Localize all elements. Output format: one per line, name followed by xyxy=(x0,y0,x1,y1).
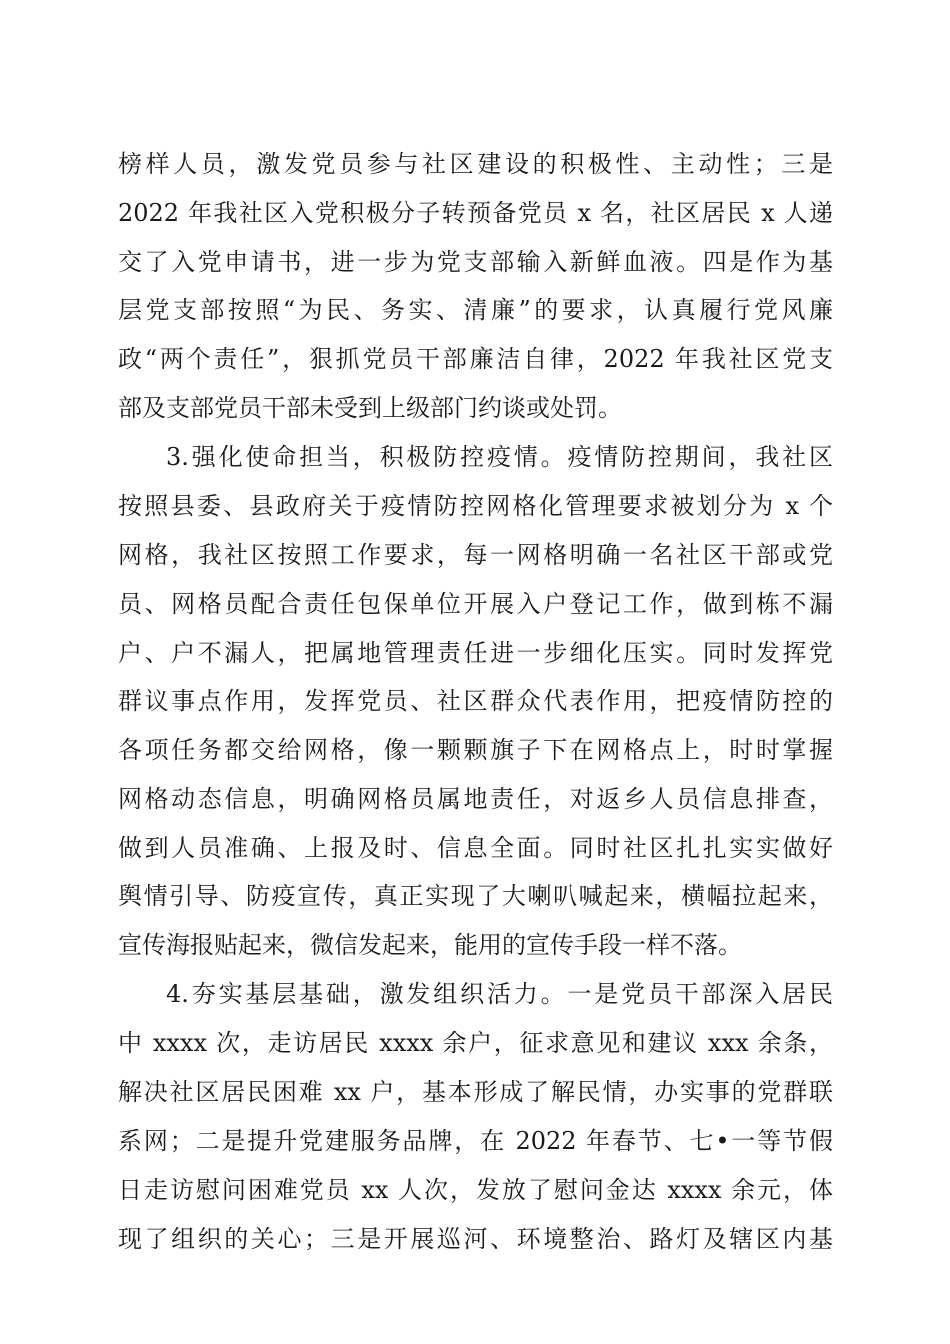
text-line: 群议事点作用，发挥党员、社区群众代表作用，把疫情防控的 xyxy=(118,687,833,715)
section-heading-line: 3.强化使命担当，积极防控疫情。疫情防控期间，我社区 xyxy=(166,443,833,471)
text-line: 2022 年我社区入党积极分子转预备党员 x 名，社区居民 x 人递 xyxy=(118,199,833,227)
text-line: 系网；二是提升党建服务品牌，在 2022 年春节、七•一等节假 xyxy=(118,1127,833,1155)
text-line: 网格动态信息，明确网格员属地责任，对返乡人员信息排查， xyxy=(118,785,833,813)
text-line: 层党支部按照“为民、务实、清廉”的要求，认真履行党风廉 xyxy=(118,296,833,324)
text-line: 现了组织的关心；三是开展巡河、环境整治、路灯及辖区内基 xyxy=(118,1225,833,1253)
text-line: 户、户不漏人，把属地管理责任进一步细化压实。同时发挥党 xyxy=(118,639,833,667)
text-line: 各项任务都交给网格，像一颗颗旗子下在网格点上，时时掌握 xyxy=(118,736,833,764)
section-heading-line: 4.夯实基层基础，激发组织活力。一是党员干部深入居民 xyxy=(166,980,833,1008)
text-line: 网格，我社区按照工作要求，每一网格明确一名社区干部或党 xyxy=(118,541,833,569)
text-line: 日走访慰问困难党员 xx 人次，发放了慰问金达 xxxx 余元，体 xyxy=(118,1176,833,1204)
text-line: 交了入党申请书，进一步为党支部输入新鲜血液。四是作为基 xyxy=(118,248,833,276)
text-line: 政“两个责任”，狠抓党员干部廉洁自律，2022 年我社区党支 xyxy=(118,345,833,373)
text-line: 宣传海报贴起来，微信发起来，能用的宣传手段一样不落。 xyxy=(118,931,742,959)
text-line: 中 xxxx 次，走访居民 xxxx 余户，征求意见和建议 xxx 余条， xyxy=(118,1029,833,1057)
text-line: 员、网格员配合责任包保单位开展入户登记工作，做到栋不漏 xyxy=(118,590,833,618)
text-line: 部及支部党员干部未受到上级部门约谈或处罚。 xyxy=(118,394,622,422)
text-line: 做到人员准确、上报及时、信息全面。同时社区扎扎实实做好 xyxy=(118,834,833,862)
text-line: 舆情引导、防疫宣传，真正实现了大喇叭喊起来，横幅拉起来， xyxy=(118,882,833,910)
text-line: 解决社区居民困难 xx 户，基本形成了解民情，办实事的党群联 xyxy=(118,1078,833,1106)
text-line: 按照县委、县政府关于疫情防控网格化管理要求被划分为 x 个 xyxy=(118,492,833,520)
text-line: 榜样人员，激发党员参与社区建设的积极性、主动性；三是 xyxy=(118,150,833,178)
